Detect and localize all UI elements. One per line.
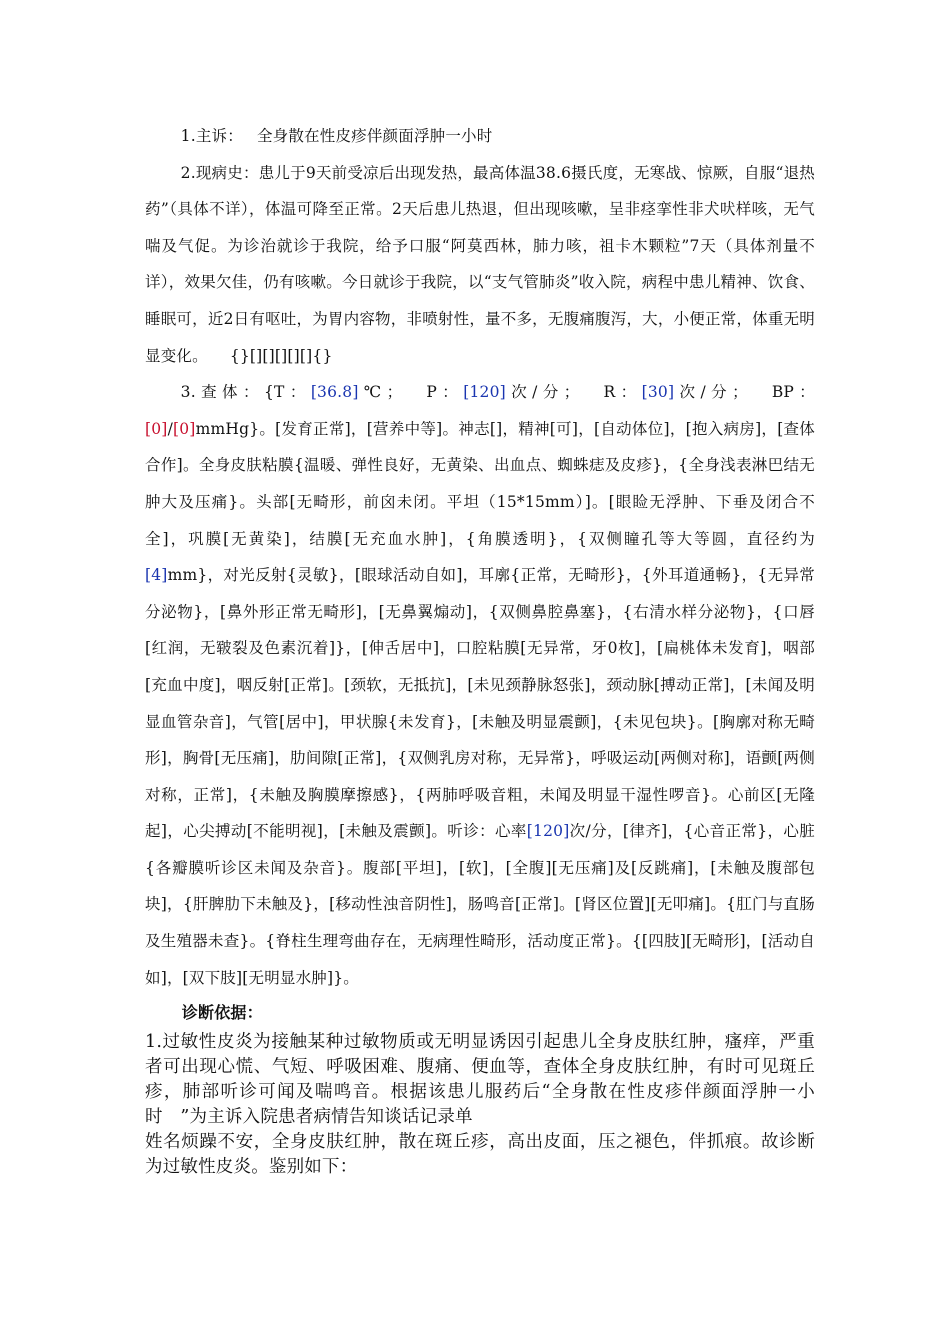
diagnosis-basis-text-2: 姓名烦躁不安，全身皮肤红肿，散在斑丘疹，高出皮面，压之褪色，伴抓痕。故诊断为过敏性皮炎。鉴别如下： (145, 1132, 815, 1178)
physical-exam-text-1: [发育正常]，[营养中等]。神志[]，精神[可]，[自动体位]，[抱入病房]，[查体合作]。全身皮肤粘膜{温暖、弹性良好，无黄染、出血点、蜘蛛痣及皮疹}，{全身浅表淋巴结无肿大及压痛}。头部[无畸形，前囟未闭。平坦（15*15mm）]。[眼睑无浮肿、下垂及闭合不全]，巩膜[无黄染]，结膜[无充血水肿]，{角膜透明}，{双侧瞳孔等大等圆，直径约为 (145, 419, 816, 548)
temperature-value: [36.8] (310, 383, 359, 402)
present-illness-text: 患儿于9天前受凉后出现发热，最高体温38.6摄氏度，无寒战、惊厥，自服“退热药”（具体不详），体温可降至正常。2天后患儿热退，但出现咳嗽，呈非痉挛性非犬吠样咳，无气喘及气促。为诊治就诊于我院，给予口服“阿莫西林，肺力咳，祖卡木颗粒”7天（具体剂量不详），效果欠佳，仍有咳嗽。今日就诊于我院，以“支气管肺炎”收入院，病程中患儿精神、饮食、睡眠可，近2日有呕吐，为胃内容物，非喷射性，量不多，无腹痛腹泻，大，小便正常，体重无明显变化。 (145, 163, 815, 365)
medical-record-body (145, 118, 815, 1180)
chief-complaint-label: 1.主诉： (180, 127, 243, 145)
respiration-unit: 次/分； (674, 383, 748, 402)
pulse-value: [120] (463, 383, 506, 402)
physical-exam (145, 374, 815, 996)
present-illness-label: 2.现病史： (180, 163, 259, 182)
pupil-diameter-value: [4] (145, 566, 168, 585)
heart-rate-value: [120] (526, 822, 570, 841)
bp-systolic-value: [0] (145, 419, 168, 438)
temperature-unit: ℃； (358, 383, 403, 402)
bp-unit: mmHg}。 (195, 419, 276, 438)
respiration-value: [30] (641, 383, 675, 402)
physical-exam-text-2: mm}，对光反射{灵敏}，[眼球活动自如]，耳廓{正常，无畸形}，{外耳道通畅}，{无异常分泌物}，[鼻外形正常无畸形]，[无鼻翼煽动]，{双侧鼻腔鼻塞}，{右清水样分泌物}，{口唇[红润，无皲裂及色素沉着]}，[伸舌居中]，口腔粘膜[无异常，牙0枚]，[扁桃体未发育]，咽部[充血中度]，咽反射[正常]。[颈软，无抵抗]，[未见颈静脉怒张]，颈动脉[搏动正常]，[未闻及明显血管杂音]，气管[居中]，甲状腺{未发育}，[未触及明显震颤]，{未见包块}。[胸廓对称无畸形]，胸骨[无压痛]，肋间隙[正常]，{双侧乳房对称，无异常}，呼吸运动[两侧对称]，语颤[两侧对称，正常]，{未触及胸膜摩擦感}，{两肺呼吸音粗，未闻及明显干湿性啰音}。心前区[无隆起]，心尖搏动[不能明视]，[未触及震颤]。听诊：心率 (145, 566, 815, 841)
bp-label: BP： (771, 383, 815, 402)
pulse-label: P： (426, 383, 464, 402)
chief-complaint (145, 118, 815, 155)
present-illness-placeholders: {}[][][][][]{} (229, 346, 333, 365)
physical-exam-text-3: 次/分，[律齐]，{心音正常}，心脏{各瓣膜听诊区未闻及杂音}。腹部[平坦]，[软]，[全腹][无压痛]及[反跳痛]，[未触及腹部包块]，{肝脾肋下未触及}，[移动性浊音阴性]，肠鸣音[正常]。[肾区位置][无叩痛]。{肛门与直肠及生殖器未查}。{脊柱生理弯曲存在，无病理性畸形，活动度正常}。{[四肢][无畸形]，[活动自如]，[双下肢][无明显水肿]}。 (145, 822, 816, 987)
bp-diastolic-value: [0] (173, 419, 196, 438)
diagnosis-basis-heading: 诊断依据： (181, 1003, 263, 1023)
present-illness (145, 155, 815, 375)
temperature-label: {T： (263, 383, 311, 402)
diagnosis-basis-text-1: 1.过敏性皮炎为接触某种过敏物质或无明显诱因引起患儿全身皮肤红肿，瘙痒，严重者可出现心慌、气短、呼吸困难、腹痛、便血等，查体全身皮肤红肿，有时可见斑丘疹，肺部听诊可闻及喘鸣音。根据该患儿服药后“全身散在性皮疹伴颜面浮肿一小时 ”为主诉入院患者病情告知谈话记录单 (145, 1032, 815, 1128)
respiration-label: R： (603, 383, 642, 402)
physical-exam-label: 3.查体： (180, 383, 264, 402)
chief-complaint-text: 全身散在性皮疹伴颜面浮肿一小时 (256, 127, 493, 145)
pulse-unit: 次/分； (505, 383, 580, 402)
bp-separator: / (167, 419, 173, 438)
